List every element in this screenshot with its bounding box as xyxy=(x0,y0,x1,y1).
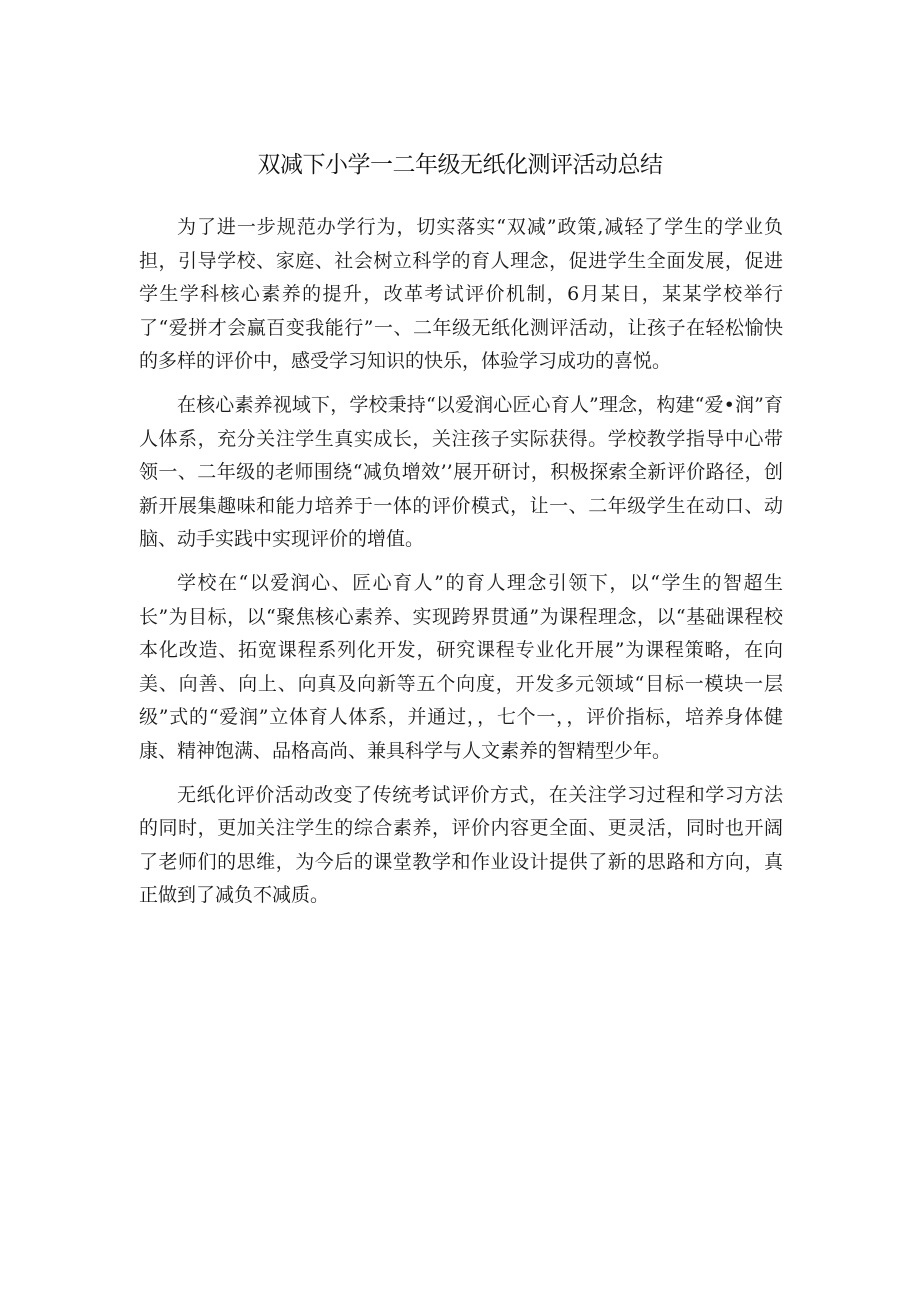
paragraph-4: 无纸化评价活动改变了传统考试评价方式，在关注学习过程和学习方法的同时，更加关注学生的综合素养，评价内容更全面、更灵活，同时也开阔了老师们的思维，为今后的课堂教学和作业设计提供了新的思路和方向，真正做到了减负不减质。 xyxy=(139,783,783,907)
document-body xyxy=(139,211,783,923)
document-title: 双减下小学一二年级无纸化测评活动总结 xyxy=(257,152,663,178)
paragraph-2: 在核心素养视域下，学校秉持“以爱润心匠心育人”理念，构建“爱•润”育人体系，充分关注学生真实成长，关注孩子实际获得。学校教学指导中心带领一、二年级的老师围绕“减负增效’’展开研讨，积极探索全新评价路径，创新开展集趣味和能力培养于一体的评价模式，让一、二年级学生在动口、动脑、动手实践中实现评价的增值。 xyxy=(139,393,783,551)
paragraph-1: 为了进一步规范办学行为，切实落实“双减”政策,减轻了学生的学业负担，引导学校、家庭、社会树立科学的育人理念，促进学生全面发展，促进学生学科核心素养的提升，改革考试评价机制，6月某日，某某学校举行了“爱拼才会赢百变我能行”一、二年级无纸化测评活动，让孩子在轻松愉快的多样的评价中，感受学习知识的快乐，体验学习成功的喜悦。 xyxy=(139,216,783,373)
paragraph-3: 学校在“以爱润心、匠心育人”的育人理念引领下，以“学生的智超生长”为目标，以“聚焦核心素养、实现跨界贯通”为课程理念，以“基础课程校本化改造、拓宽课程系列化开发，研究课程专业化开展”为课程策略，在向美、向善、向上、向真及向新等五个向度，开发多元领域“目标一模块一层级”式的“爱润”立体育人体系，并通过，，七个一，，评价指标，培养身体健康、精神饱满、品格高尚、兼具科学与人文素养的智精型少年。 xyxy=(139,571,783,762)
